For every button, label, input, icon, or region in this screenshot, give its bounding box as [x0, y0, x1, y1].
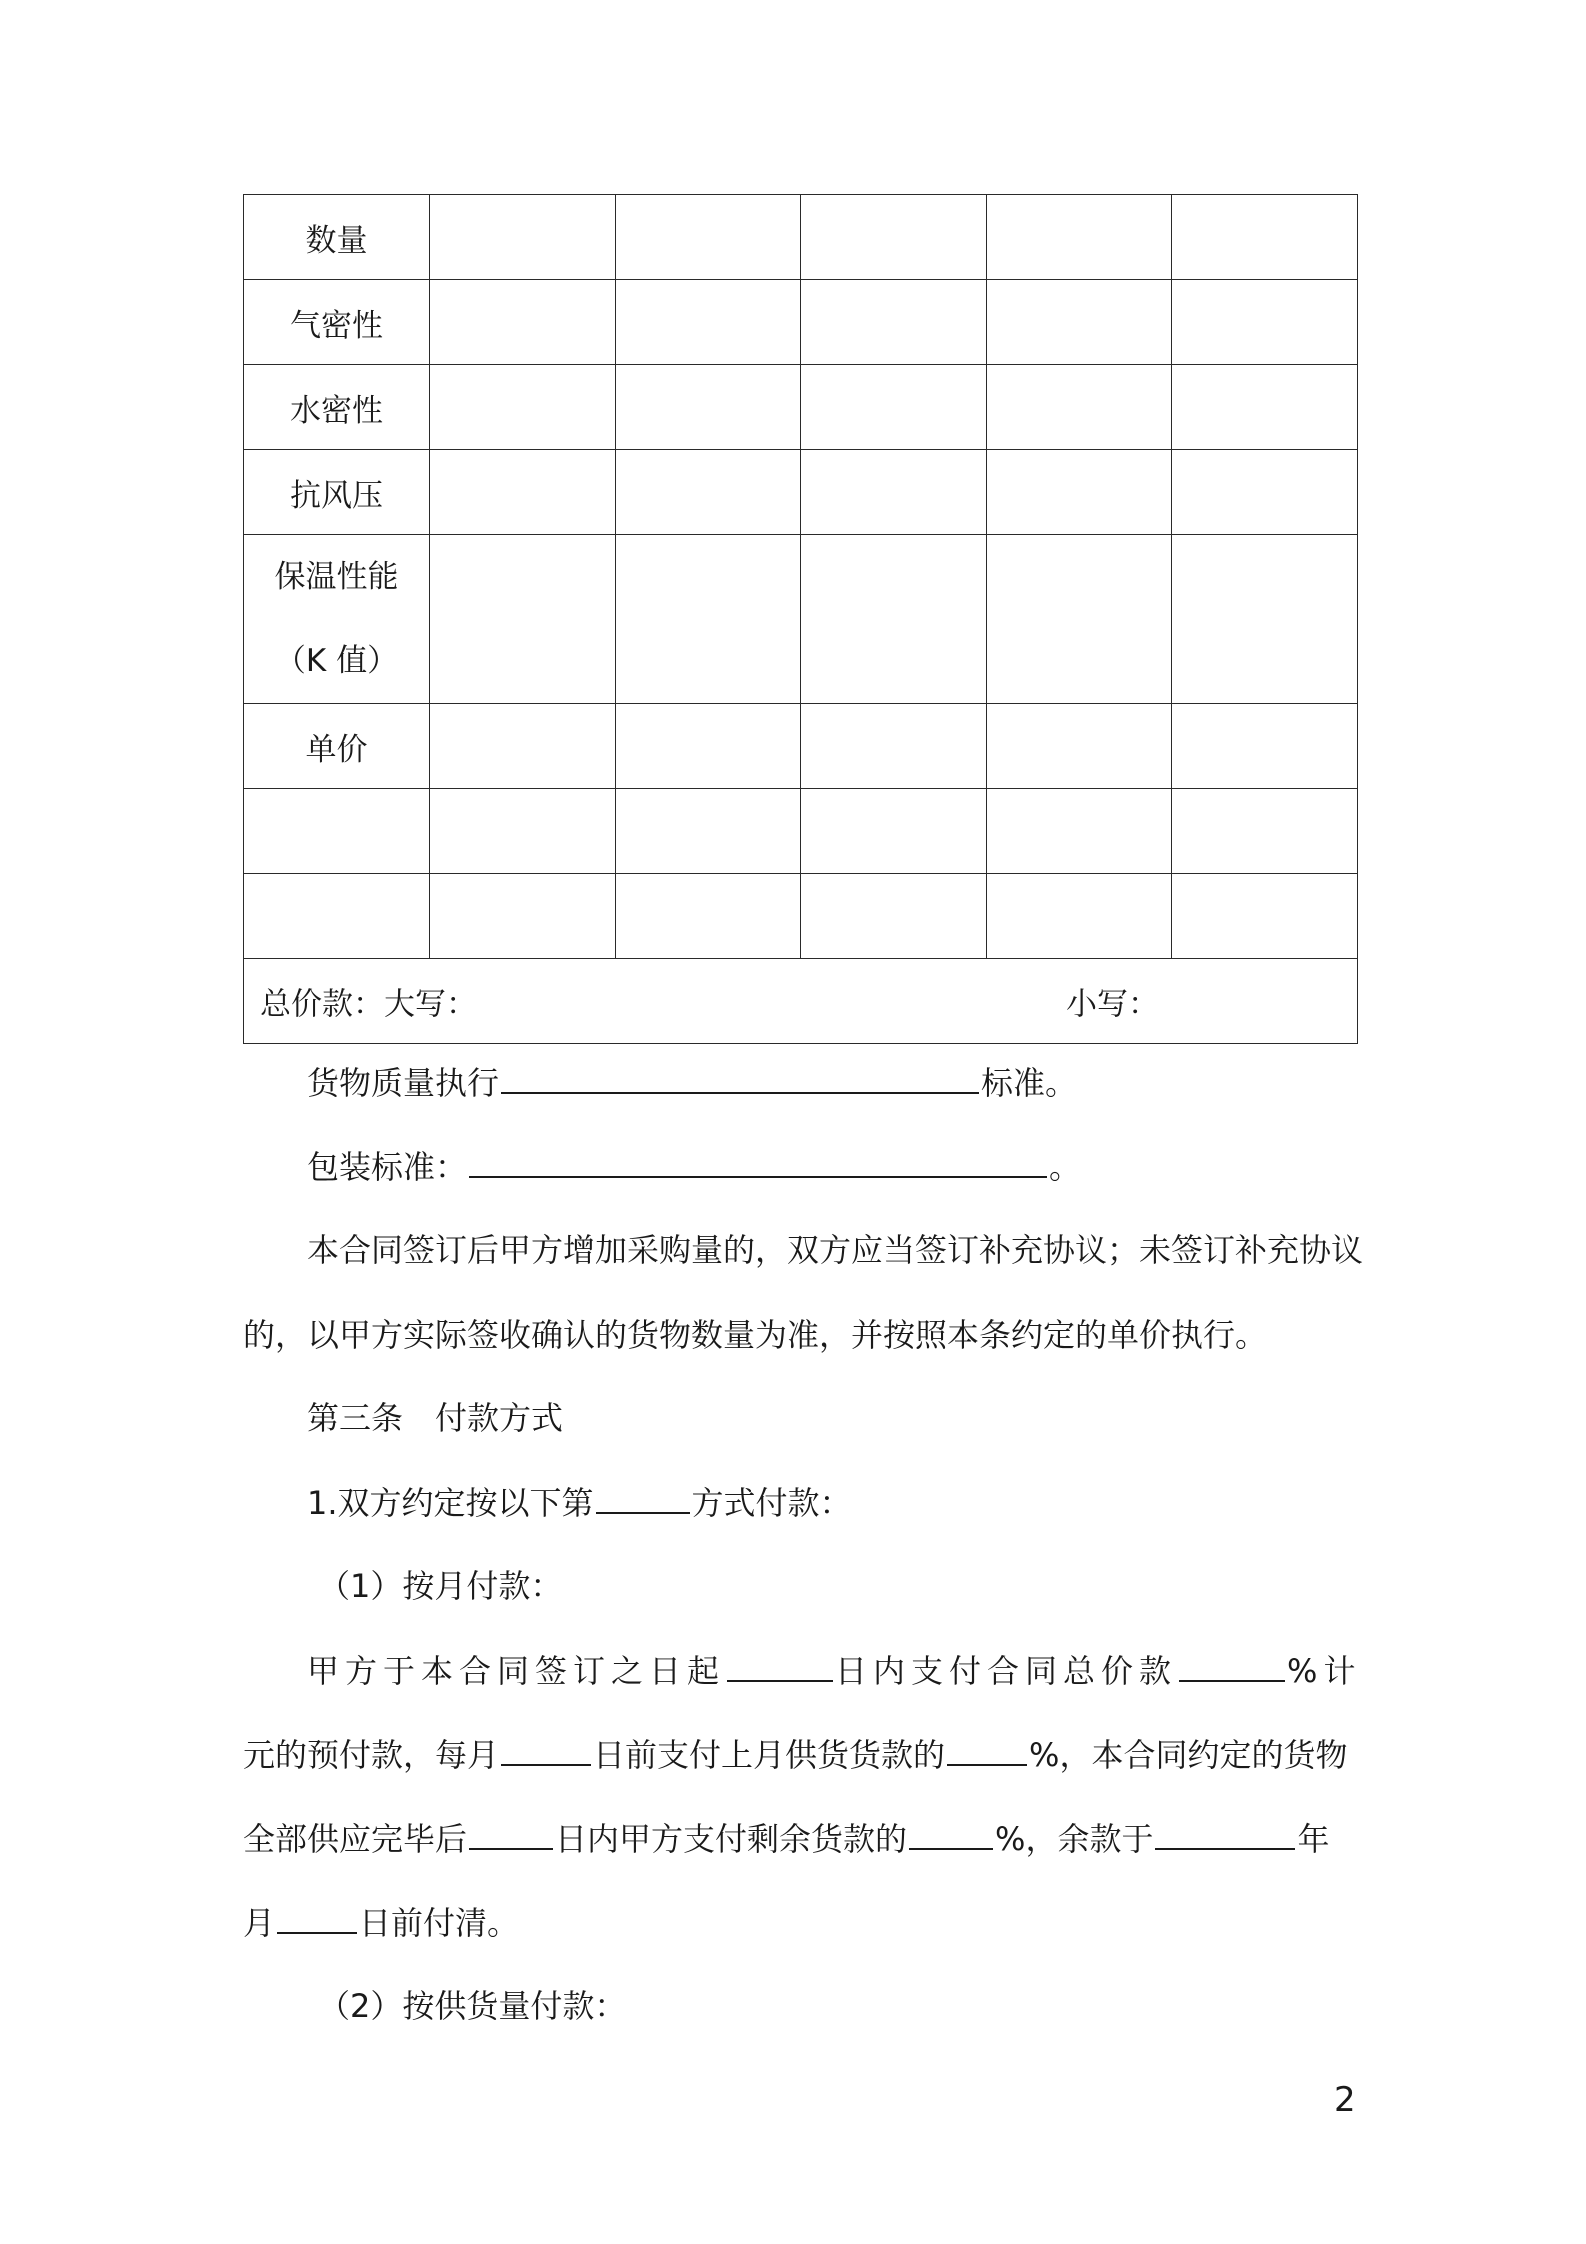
payment-text: 全部供应完毕后: [243, 1820, 468, 1858]
payment-blank: [501, 1734, 591, 1766]
total-small-label: 小写：: [1066, 986, 1159, 1023]
table-cell: [430, 450, 616, 535]
row-label: [244, 874, 430, 959]
quality-blank: [501, 1062, 979, 1094]
table-cell: [1172, 789, 1358, 874]
table-cell: [430, 874, 616, 959]
payment-text: 元的预付款，每月: [243, 1736, 500, 1774]
sub-heading: （1）按月付款：: [318, 1567, 563, 1605]
payment-text: 日内支付合同总价款: [835, 1652, 1178, 1690]
table-cell: [801, 704, 987, 789]
paragraph-line: 的，以甲方实际签收确认的货物数量为准，并按照本条约定的单价执行。: [243, 1316, 1268, 1354]
table-cell: [1172, 365, 1358, 450]
row-label: 抗风压: [244, 450, 430, 535]
packing-line: [307, 1146, 1081, 1187]
payment-text: 日前付清。: [359, 1904, 520, 1942]
table-cell: [615, 195, 801, 280]
table-cell: [430, 535, 616, 704]
table-cell: [986, 535, 1172, 704]
table-cell: [1172, 280, 1358, 365]
packing-pre: 包装标准：: [307, 1148, 468, 1186]
table-cell: [615, 280, 801, 365]
row-label: 数量: [244, 195, 430, 280]
table-cell: [986, 365, 1172, 450]
payment-blank: [1155, 1818, 1295, 1850]
table-cell: [986, 789, 1172, 874]
table-cell: [986, 874, 1172, 959]
table-cell: [430, 365, 616, 450]
table-cell: [615, 450, 801, 535]
table-row: [244, 365, 1358, 450]
sub-heading: （2）按供货量付款：: [318, 1987, 627, 2025]
page-number: 2: [1334, 2080, 1356, 2120]
item1-blank: [596, 1482, 690, 1514]
table-cell: [430, 789, 616, 874]
table-cell: [801, 450, 987, 535]
total-row: [244, 959, 1358, 1044]
item1-pre: 1.双方约定按以下第: [307, 1484, 594, 1522]
payment-blank: [909, 1818, 993, 1850]
payment-text: %计: [1287, 1652, 1362, 1690]
payment-line: [307, 1650, 1361, 1691]
row-label: 单价: [244, 704, 430, 789]
payment-text: 日前支付上月供货货款的: [593, 1736, 946, 1774]
table-cell: [801, 874, 987, 959]
payment-text: 年: [1297, 1820, 1330, 1858]
table-row: [244, 789, 1358, 874]
row-label-line: （K 值）: [274, 643, 399, 679]
table-cell: [986, 195, 1172, 280]
table-row: [244, 704, 1358, 789]
payment-blank: [947, 1734, 1027, 1766]
row-label-line: 保温性能: [274, 559, 399, 595]
payment-line: [243, 1734, 1347, 1775]
quality-pre: 货物质量执行: [307, 1064, 500, 1102]
payment-text: 日内甲方支付剩余货款的: [555, 1820, 908, 1858]
packing-post: 。: [1049, 1148, 1082, 1186]
paragraph-line: 本合同签订后甲方增加采购量的，双方应当签订补充协议；未签订补充协议: [307, 1231, 1364, 1269]
table-cell: [801, 365, 987, 450]
table-cell: [615, 704, 801, 789]
table-cell: [801, 535, 987, 704]
table-cell: [801, 195, 987, 280]
table-cell: [801, 280, 987, 365]
quality-post: 标准。: [981, 1064, 1078, 1102]
table-cell: [1172, 195, 1358, 280]
table-cell: [801, 789, 987, 874]
table-row: [244, 280, 1358, 365]
payment-blank: [277, 1902, 357, 1934]
row-label: 水密性: [244, 365, 430, 450]
article-heading: 第三条 付款方式: [307, 1399, 564, 1437]
payment-text: 甲方于本合同签订之日起: [307, 1652, 726, 1690]
item1-post: 方式付款：: [691, 1484, 852, 1522]
table-cell: [1172, 450, 1358, 535]
table-cell: [1172, 874, 1358, 959]
table-cell: [986, 450, 1172, 535]
total-capital-label: 总价款：大写：: [260, 986, 477, 1023]
table-row: [244, 195, 1358, 280]
payment-text: 月: [243, 1904, 276, 1942]
table-cell: [615, 789, 801, 874]
table-cell: [430, 704, 616, 789]
payment-blank: [469, 1818, 553, 1850]
payment-blank: [727, 1650, 833, 1682]
table-cell: [430, 280, 616, 365]
quality-line: [307, 1062, 1077, 1103]
table-cell: [986, 280, 1172, 365]
row-label: [244, 535, 430, 704]
table-cell: [615, 874, 801, 959]
payment-text: %，余款于: [995, 1820, 1154, 1858]
table-cell: [986, 704, 1172, 789]
table-row: [244, 535, 1358, 704]
table-cell: [615, 365, 801, 450]
total-cell: [244, 959, 1358, 1044]
payment-line: [243, 1902, 519, 1943]
payment-line: [243, 1818, 1329, 1859]
table-row: [244, 450, 1358, 535]
spec-table: [243, 194, 1358, 1044]
row-label: 气密性: [244, 280, 430, 365]
table-row: [244, 874, 1358, 959]
table-cell: [430, 195, 616, 280]
table-cell: [615, 535, 801, 704]
packing-blank: [469, 1146, 1047, 1178]
payment-text: %，本合同约定的货物: [1029, 1736, 1348, 1774]
row-label: [244, 789, 430, 874]
payment-blank: [1179, 1650, 1285, 1682]
table-cell: [1172, 704, 1358, 789]
item1-line: [307, 1482, 852, 1523]
table-cell: [1172, 535, 1358, 704]
